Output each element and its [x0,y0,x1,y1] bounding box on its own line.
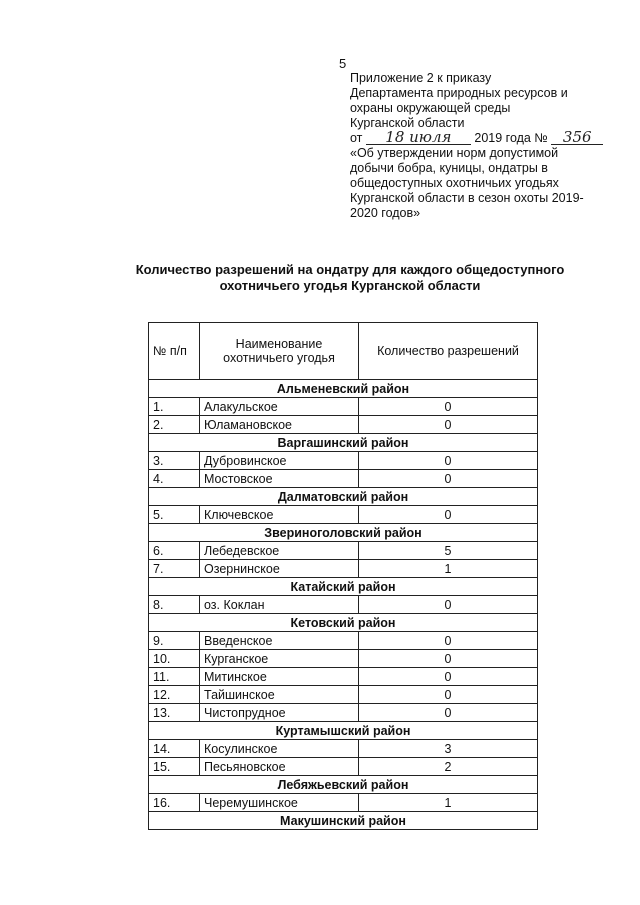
date-prefix: от [350,131,363,145]
header-line: Приложение 2 к приказу [350,71,492,85]
district-name: Куртамышский район [149,722,538,740]
title-line: охотничьего угодья Курганской области [219,278,481,293]
header-count: Количество разрешений [359,323,538,380]
table-row [149,686,538,704]
row-number: 13. [149,704,200,722]
district-row [149,578,538,596]
table-body [149,380,538,830]
permit-count: 5 [359,542,538,560]
table-row [149,452,538,470]
permit-count: 0 [359,686,538,704]
district-row [149,434,538,452]
district-row [149,380,538,398]
hunting-ground-name: Курганское [200,650,359,668]
hunting-ground-name: Песьяновское [200,758,359,776]
district-name: Варгашинский район [149,434,538,452]
header-name: Наименование охотничьего угодья [200,323,359,380]
row-number: 12. [149,686,200,704]
district-row [149,776,538,794]
permit-count: 1 [359,560,538,578]
row-number: 1. [149,398,200,416]
permit-count: 0 [359,632,538,650]
row-number: 8. [149,596,200,614]
permit-count: 2 [359,758,538,776]
table-row [149,650,538,668]
subject-line: общедоступных охотничьих угодьях [350,176,559,190]
table-row [149,560,538,578]
table-row [149,740,538,758]
row-number: 5. [149,506,200,524]
permit-count: 0 [359,506,538,524]
hunting-ground-name: Юламановское [200,416,359,434]
hunting-ground-name: Чистопрудное [200,704,359,722]
hunting-ground-name: Черемушинское [200,794,359,812]
hunting-ground-name: Тайшинское [200,686,359,704]
hunting-ground-name: Алакульское [200,398,359,416]
header-num: № п/п [149,323,200,380]
hunting-ground-name: Дубровинское [200,452,359,470]
hunting-ground-name: Косулинское [200,740,359,758]
table-row [149,506,538,524]
table-row [149,632,538,650]
hunting-ground-name: Митинское [200,668,359,686]
permit-count: 0 [359,452,538,470]
district-row [149,614,538,632]
table-row [149,542,538,560]
permit-count: 0 [359,650,538,668]
district-name: Макушинский район [149,812,538,830]
subject-line: 2020 годов» [350,206,421,220]
permit-count: 1 [359,794,538,812]
table-row [149,416,538,434]
table-header-row [149,323,538,380]
district-row [149,524,538,542]
hunting-ground-name: Лебедевское [200,542,359,560]
district-name: Альменевский район [149,380,538,398]
handwritten-date: 18 июля [366,131,471,145]
row-number: 11. [149,668,200,686]
table-row [149,668,538,686]
subject-line: «Об утверждении норм допустимой [350,146,559,160]
permit-count: 3 [359,740,538,758]
permit-count: 0 [359,596,538,614]
permit-count: 0 [359,470,538,488]
table-row [149,596,538,614]
district-name: Лебяжьевский район [149,776,538,794]
district-row [149,812,538,830]
table-row [149,758,538,776]
table-row [149,794,538,812]
district-name: Звериноголовский район [149,524,538,542]
district-row [149,722,538,740]
table-row [149,470,538,488]
row-number: 9. [149,632,200,650]
district-name: Кетовский район [149,614,538,632]
hunting-ground-name: Озернинское [200,560,359,578]
header-line: Департамента природных ресурсов и [350,86,568,100]
table-row [149,398,538,416]
row-number: 4. [149,470,200,488]
row-number: 3. [149,452,200,470]
hunting-ground-name: оз. Коклан [200,596,359,614]
document-title [120,262,580,294]
hunting-ground-name: Введенское [200,632,359,650]
hunting-ground-name: Ключевское [200,506,359,524]
permits-table [148,322,538,830]
row-number: 14. [149,740,200,758]
appendix-header [350,71,610,221]
row-number: 16. [149,794,200,812]
table-row [149,704,538,722]
header-line: охраны окружающей среды [350,101,511,115]
permit-count: 0 [359,416,538,434]
district-row [149,488,538,506]
permit-count: 0 [359,398,538,416]
hunting-ground-name: Мостовское [200,470,359,488]
page-number: 5 [339,56,347,71]
header-line: Курганской области [350,116,465,130]
subject-line: Курганской области в сезон охоты 2019- [350,191,584,205]
district-name: Далматовский район [149,488,538,506]
permit-count: 0 [359,704,538,722]
date-suffix: 2019 года № [474,131,548,145]
row-number: 15. [149,758,200,776]
district-name: Катайский район [149,578,538,596]
subject-line: добычи бобра, куницы, ондатры в [350,161,548,175]
row-number: 10. [149,650,200,668]
handwritten-order-number: 356 [551,131,603,145]
row-number: 6. [149,542,200,560]
row-number: 2. [149,416,200,434]
title-line: Количество разрешений на ондатру для каждого общедоступного [135,262,565,277]
permit-count: 0 [359,668,538,686]
order-date-line [350,128,610,146]
row-number: 7. [149,560,200,578]
